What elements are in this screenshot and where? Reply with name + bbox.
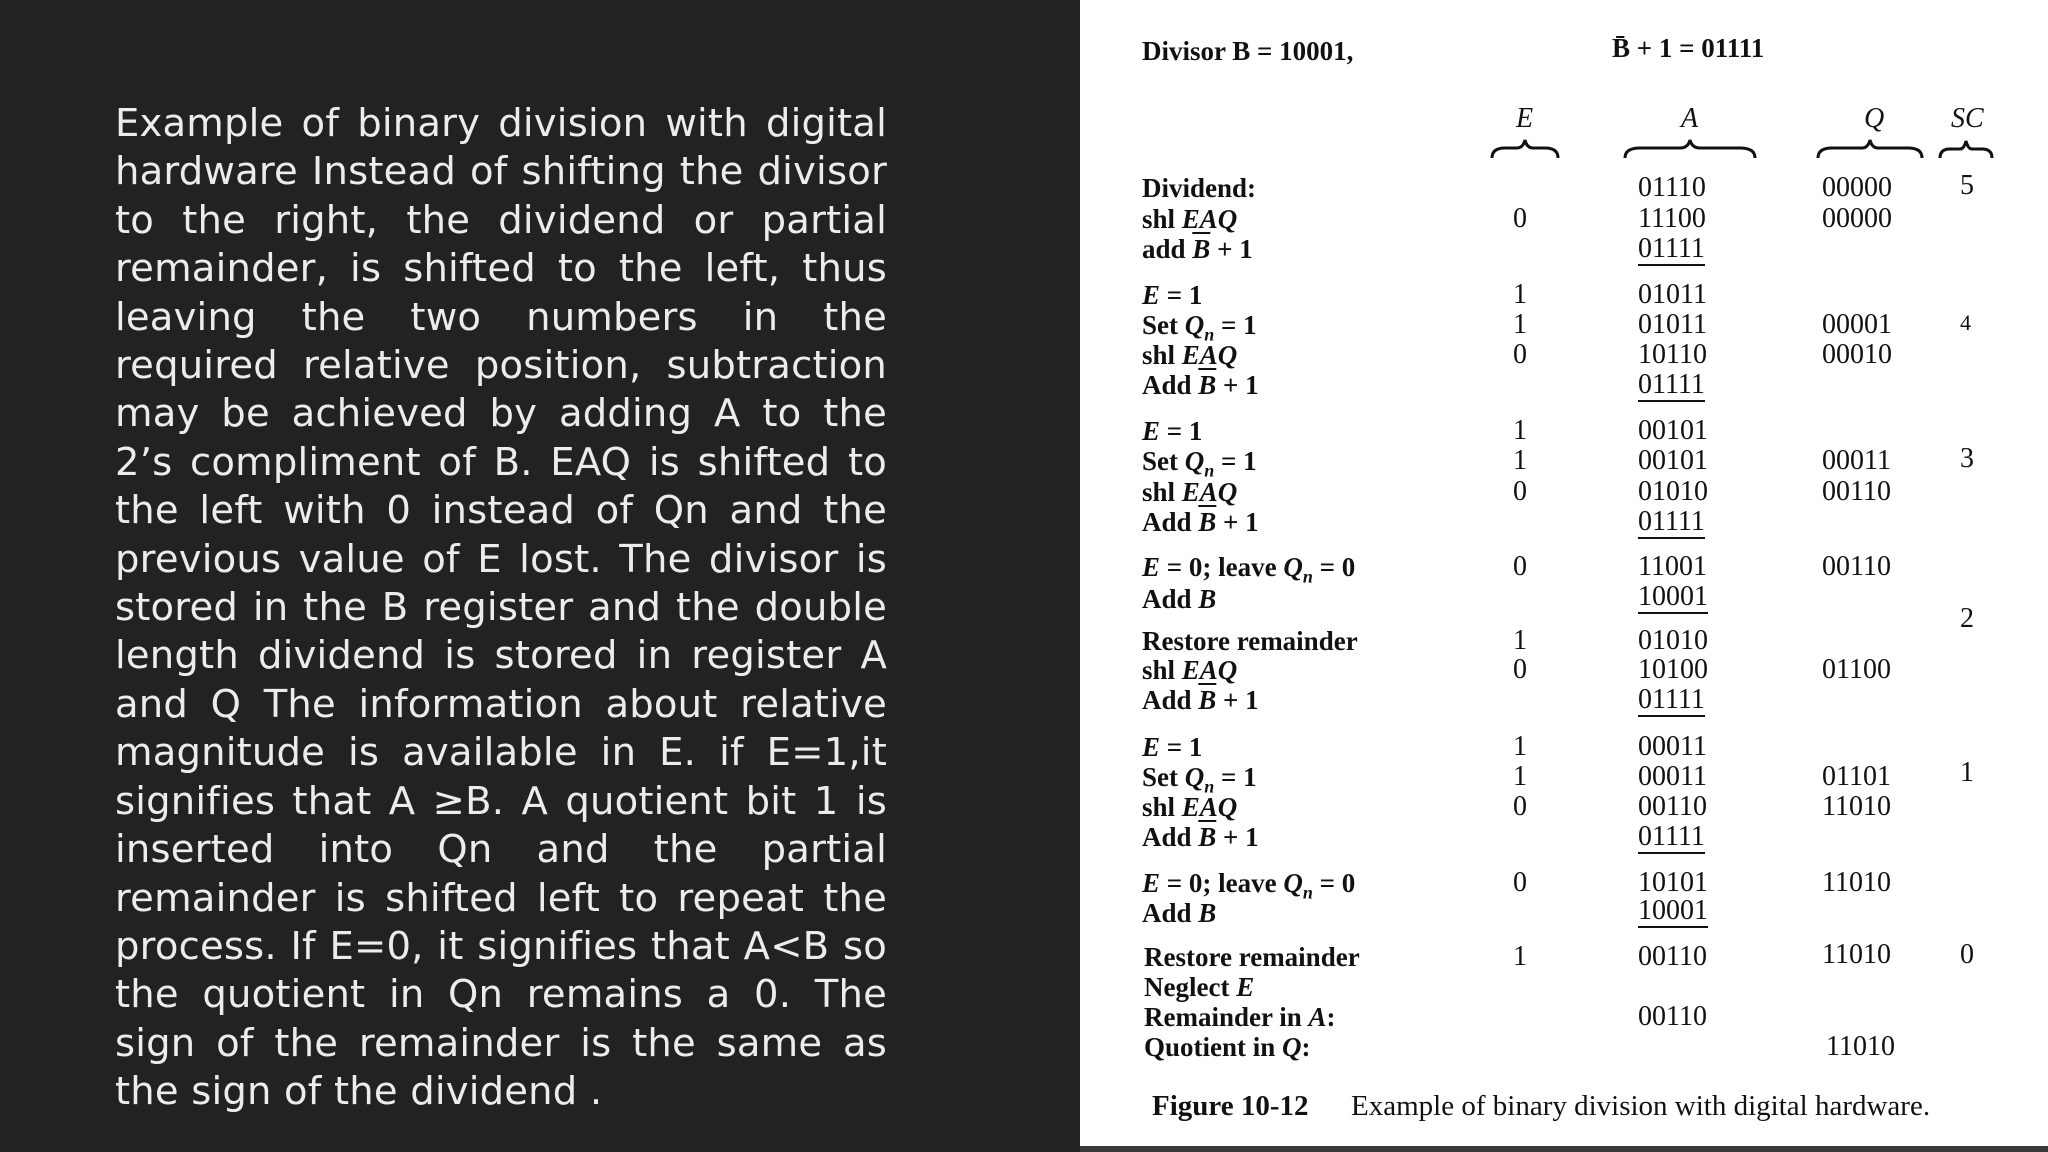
- a-value: 01010: [1638, 625, 1708, 656]
- e-value: 1: [1513, 445, 1527, 476]
- quotient-value: 11010: [1826, 1031, 1895, 1062]
- a-value-addend: 10001: [1638, 581, 1708, 612]
- e-value: 1: [1513, 941, 1527, 972]
- e-value: 1: [1513, 309, 1527, 340]
- q-value: 00010: [1822, 339, 1892, 370]
- q-value: 00001: [1822, 309, 1892, 340]
- column-header-sc: SC: [1951, 103, 1984, 134]
- e-value: 0: [1513, 654, 1527, 685]
- q-value: 11010: [1822, 867, 1891, 898]
- a-value: 10101: [1638, 867, 1708, 898]
- q-value: 01100: [1822, 654, 1891, 685]
- q-value: 00110: [1822, 476, 1891, 507]
- caption-text: Example of binary division with digital hardware.: [1351, 1090, 1931, 1122]
- figure-caption: [1152, 1090, 1930, 1122]
- a-value-addend: 01111: [1638, 684, 1705, 715]
- sc-value: 0: [1960, 939, 1974, 970]
- row-label: Set $Q_n = 1$: [1142, 310, 1257, 345]
- row-label: E = 0; leave $Q_n = 0$: [1142, 868, 1356, 903]
- sc-value: 2: [1960, 603, 1974, 634]
- column-header-e: E: [1516, 103, 1534, 134]
- e-value: 1: [1513, 625, 1527, 656]
- row-label: shl EAQ: [1142, 792, 1238, 822]
- brace-q: [1818, 140, 1922, 158]
- q-value: 11010: [1822, 939, 1891, 970]
- e-value: 0: [1513, 203, 1527, 234]
- a-value-addend: 10001: [1638, 895, 1708, 926]
- e-value: 1: [1513, 731, 1527, 762]
- q-value: 00000: [1822, 203, 1892, 234]
- a-value: 10100: [1638, 654, 1708, 685]
- row-label: Restore remainder: [1144, 942, 1360, 972]
- e-value: 0: [1513, 867, 1527, 898]
- row-label: shl EAQ: [1142, 204, 1238, 234]
- brace-a: [1625, 140, 1755, 158]
- row-label: shl EAQ: [1142, 477, 1238, 507]
- divisor-label: [1142, 36, 1353, 66]
- divisor-label-text: Divisor B = 10001,: [1142, 36, 1354, 66]
- a-value: 01011: [1638, 309, 1707, 340]
- row-label: Add $\overline{B} + 1$: [1142, 822, 1259, 852]
- a-value: 01110: [1638, 172, 1706, 203]
- row-label: E = 0; leave $Q_n = 0$: [1142, 552, 1356, 587]
- description-paragraph: Example of binary division with digital hardware Instead of shifting the divisor to the right, the dividend or partial remainder, is shifted to the left, thus leaving the two numbers in the required relative position, subtraction may be achieved by adding A to the 2’s compliment of B. EAQ is shifted to the left with 0 instead of Qn and the previous value of E lost. The divisor is stored in the B register and the double length dividend is stored in register A and Q The information about relative magnitude is available in E. if E=1,it signifies that A ≥B. A quotient bit 1 is inserted into Qn and the partial remainder is shifted left to repeat the process. If E=0, it signifies that A<B so the quotient in Qn remains a 0. The sign of the remainder is the same as the sign of the dividend .: [115, 101, 887, 1115]
- e-value: 1: [1513, 761, 1527, 792]
- row-label: add $\overline{B} + 1$: [1142, 234, 1253, 264]
- row-label: Add B: [1142, 898, 1217, 928]
- row-label: Add $\overline{B} + 1$: [1142, 685, 1259, 715]
- q-value: 11010: [1822, 791, 1891, 822]
- sc-value: 5: [1960, 170, 1974, 201]
- brace-e: [1492, 140, 1558, 158]
- a-value: 01011: [1638, 279, 1707, 310]
- a-value-addend: 01111: [1638, 369, 1705, 400]
- row-label: shl EAQ: [1142, 655, 1238, 685]
- e-value: 0: [1513, 551, 1527, 582]
- remainder-value: 00110: [1638, 1001, 1707, 1032]
- a-value: 00110: [1638, 791, 1707, 822]
- a-value-addend: 01111: [1638, 233, 1705, 264]
- complement-label-text: B̄ + 1 = 01111: [1612, 33, 1765, 63]
- e-value: 0: [1513, 339, 1527, 370]
- q-value: 00011: [1822, 445, 1891, 476]
- row-label: Neglect E: [1144, 972, 1255, 1002]
- row-label: Set $Q_n = 1$: [1142, 762, 1257, 797]
- e-value: 1: [1513, 415, 1527, 446]
- caption-number: Figure 10-12: [1152, 1090, 1309, 1122]
- a-value: 00110: [1638, 941, 1707, 972]
- e-value: 1: [1513, 279, 1527, 310]
- e-value: 0: [1513, 476, 1527, 507]
- row-label: Remainder in A:: [1144, 1002, 1336, 1032]
- a-value: 11100: [1638, 203, 1706, 234]
- row-label: Dividend:: [1142, 173, 1257, 203]
- row-label: Restore remainder: [1142, 626, 1358, 656]
- figure-binary-division: [1080, 0, 2048, 1146]
- a-value: 00011: [1638, 761, 1707, 792]
- row-label: Set $Q_n = 1$: [1142, 446, 1257, 481]
- sc-value: 4: [1960, 310, 1971, 335]
- row-label: E = 1: [1142, 732, 1203, 762]
- row-label: Add $\overline{B} + 1$: [1142, 507, 1259, 537]
- row-label: Add $\overline{B} + 1$: [1142, 370, 1259, 400]
- q-value: 00110: [1822, 551, 1891, 582]
- complement-label: [1612, 33, 1764, 63]
- q-value: 00000: [1822, 172, 1892, 203]
- a-value: 10110: [1638, 339, 1707, 370]
- header-braces: [1080, 136, 2048, 176]
- a-value-addend: 01111: [1638, 506, 1705, 537]
- row-label: shl EAQ: [1142, 340, 1238, 370]
- row-label: E = 1: [1142, 416, 1203, 446]
- a-value: 00011: [1638, 731, 1707, 762]
- row-label: Add B: [1142, 584, 1217, 614]
- e-value: 0: [1513, 791, 1527, 822]
- row-label: E = 1: [1142, 280, 1203, 310]
- a-value-addend: 01111: [1638, 821, 1705, 852]
- column-header-q: Q: [1864, 103, 1885, 134]
- row-label: Quotient in Q:: [1144, 1032, 1311, 1062]
- a-value: 00101: [1638, 445, 1708, 476]
- q-value: 01101: [1822, 761, 1891, 792]
- a-value: 11001: [1638, 551, 1707, 582]
- a-value: 00101: [1638, 415, 1708, 446]
- a-value: 01010: [1638, 476, 1708, 507]
- sc-value: 3: [1960, 443, 1974, 474]
- figure-bottom-border: [1080, 1146, 2048, 1152]
- sc-value: 1: [1960, 757, 1974, 788]
- brace-sc: [1940, 141, 1992, 158]
- column-header-a: A: [1681, 103, 1699, 134]
